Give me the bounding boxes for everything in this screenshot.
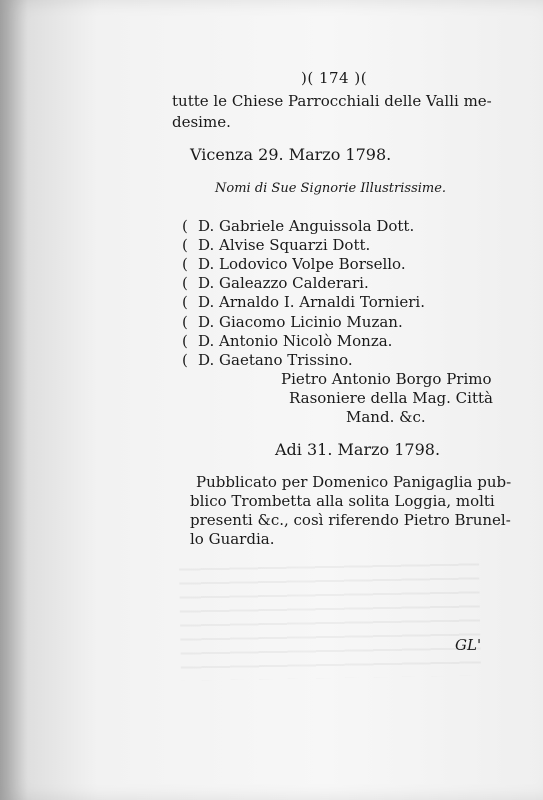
catchword: GL' <box>455 636 482 654</box>
name-text: D. Arnaldo I. Arnaldi Tornieri. <box>198 293 425 312</box>
page-gutter-shadow <box>0 0 28 800</box>
signature-line: Mand. &c. <box>346 408 426 426</box>
brace-mark: ( <box>182 235 188 254</box>
paragraph-line: desime. <box>172 113 231 131</box>
publication-line: lo Guardia. <box>190 530 275 548</box>
list-item <box>182 216 425 235</box>
publication-line: presenti &c., così riferendo Pietro Brunel- <box>190 511 511 529</box>
signature-line: Pietro Antonio Borgo Primo <box>281 370 492 388</box>
publication-line: blico Trombetta alla solita Loggia, molti <box>190 492 495 510</box>
list-item <box>182 254 425 273</box>
name-text: D. Gabriele Anguissola Dott. <box>198 216 415 235</box>
name-text: D. Giacomo Licinio Muzan. <box>198 312 403 331</box>
list-item <box>182 293 425 312</box>
brace-mark: ( <box>182 274 188 293</box>
name-text: D. Gaetano Trissino. <box>198 350 353 369</box>
list-item <box>182 235 425 254</box>
paragraph-line: tutte le Chiese Parrocchiali delle Valli me- <box>172 92 492 110</box>
date-line: Vicenza 29. Marzo 1798. <box>190 145 392 164</box>
list-item <box>182 331 425 350</box>
list-title: Nomi di Sue Signorie Illustrissime. <box>215 181 447 196</box>
brace-mark: ( <box>182 293 188 312</box>
brace-mark: ( <box>182 216 188 235</box>
name-text: D. Lodovico Volpe Borsello. <box>198 254 406 273</box>
brace-mark: ( <box>182 350 188 369</box>
name-text: D. Alvise Squarzi Dott. <box>198 235 371 254</box>
list-item <box>182 350 425 369</box>
brace-mark: ( <box>182 331 188 350</box>
names-list <box>182 216 425 370</box>
signature-line: Rasoniere della Mag. Città <box>289 389 493 407</box>
name-text: D. Galeazzo Calderari. <box>198 274 369 293</box>
page-number-header: )( 174 )( <box>301 69 368 87</box>
list-item <box>182 312 425 331</box>
bleed-through-text <box>179 555 481 680</box>
brace-mark: ( <box>182 254 188 273</box>
brace-mark: ( <box>182 312 188 331</box>
date-line: Adi 31. Marzo 1798. <box>275 440 441 459</box>
name-text: D. Antonio Nicolò Monza. <box>198 331 393 350</box>
list-item <box>182 274 425 293</box>
publication-line: Pubblicato per Domenico Panigaglia pub- <box>196 473 512 491</box>
